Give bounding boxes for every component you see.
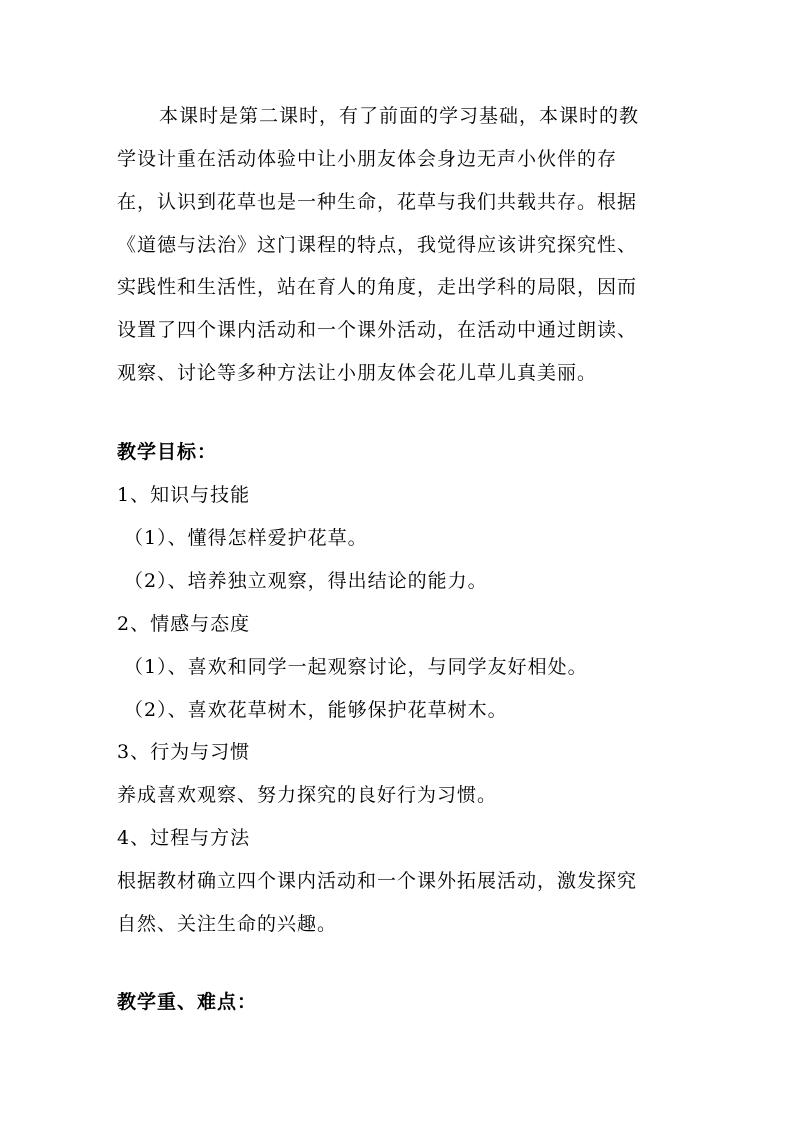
objective-item-1-1: （1）、懂得怎样爱护花草。 — [124, 527, 368, 549]
objective-section-2: 2、情感与态度 — [117, 613, 251, 635]
objective-item-2-2: （2）、喜欢花草树木，能够保护花草树木。 — [124, 699, 508, 721]
objective-item-4-line-2: 自然、关注生命的兴趣。 — [117, 913, 338, 935]
intro-line-3: 在，认识到花草也是一种生命，花草与我们共载共存。根据 — [117, 191, 638, 213]
objectives-heading: 教学目标： — [117, 441, 218, 463]
objective-item-2-1: （1）、喜欢和同学一起观察讨论，与同学友好相处。 — [124, 656, 588, 678]
intro-line-5: 实践性和生活性，站在育人的角度，走出学科的局限，因而 — [117, 276, 638, 298]
intro-line-2: 学设计重在活动体验中让小朋友体会身边无声小伙伴的存 — [117, 148, 618, 170]
intro-line-4: 《道德与法治》这门课程的特点，我觉得应该讲究探究性、 — [117, 234, 638, 256]
objective-item-4-line-1: 根据教材确立四个课内活动和一个课外拓展活动，激发探究 — [117, 870, 638, 892]
objective-section-1: 1、知识与技能 — [117, 484, 251, 506]
objective-section-4: 4、过程与方法 — [117, 827, 251, 849]
objective-section-3: 3、行为与习惯 — [117, 741, 251, 763]
objective-item-3: 养成喜欢观察、努力探究的良好行为习惯。 — [117, 784, 498, 806]
intro-line-6: 设置了四个课内活动和一个课外活动，在活动中通过朗读、 — [117, 319, 638, 341]
objective-item-1-2: （2）、培养独立观察，得出结论的能力。 — [124, 570, 488, 592]
intro-line-1: 本课时是第二课时，有了前面的学习基础，本课时的教 — [159, 105, 640, 127]
key-points-heading: 教学重、难点： — [117, 991, 258, 1013]
intro-line-7: 观察、讨论等多种方法让小朋友体会花儿草儿真美丽。 — [117, 362, 598, 384]
